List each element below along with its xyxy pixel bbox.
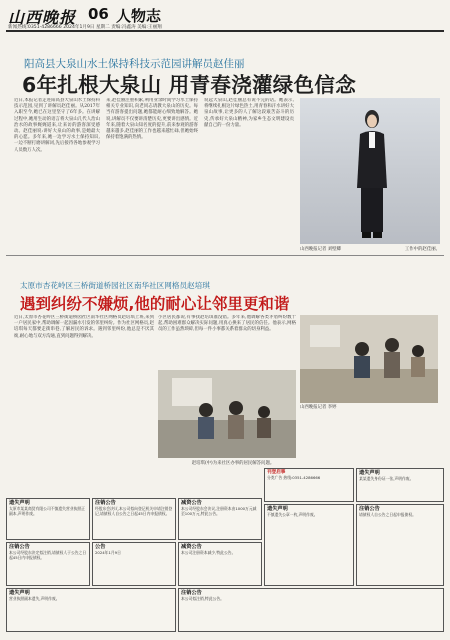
ad-block: 注销公告 请债权人自公告之日起申报债权。 — [356, 504, 444, 586]
story2-headline: 遇到纠纷不嫌烦,他的耐心让邻里更和谐 — [20, 295, 290, 313]
story1-kicker: 阳高县大泉山水土保持科技示范园讲解员赵佳丽 — [24, 58, 245, 70]
community-scene-icon — [158, 370, 296, 458]
office-scene-icon — [300, 315, 438, 403]
masthead-info: 新闻热线:0351-4286666 2024年1月9日 星期二 责编:冯鑫涛 美编:王丽翔 — [8, 25, 162, 30]
ad-block: 遗失声明 不慎遗失公章一枚,声明作废。 — [264, 504, 354, 586]
story1-column-1: 近日,本报记者走进阳高县大泉山水土保持科技示范园,见到了讲解员赵佳丽。从2017年入职至今,她已在这里坚守了6年多。在讲解过程中,她用生动的语言将大泉山几代人治山治水的故事娓娓道来,让来访的游客深受感动。赵佳丽说:讲好大泉山的故事,是她最大的心愿。多年来,她一边学习水土保持知识,一边不断打磨讲解词,先后接待各地参观学习人员数万人次。 — [14, 98, 100, 153]
ad-block: 遗失声明 营业执照副本遗失,声明作废。 — [6, 588, 176, 632]
story1-photo-caption — [300, 246, 440, 252]
story1-photo-credit: 山西晚报记者 刘壁卿 — [300, 247, 341, 252]
ad-block: 遗失声明 太原市某某商贸有限公司不慎遗失营业执照正副本,声明作废。 — [6, 498, 90, 540]
story2-kicker: 太原市杏花岭区三桥街道桥园社区南华社区网格员赵培琪 — [20, 281, 210, 290]
story2-photo-2 — [158, 370, 296, 458]
ad-block: 注销公告 本公司拟注销,特此公告。 — [178, 588, 444, 632]
story1-column-3: 说起大泉山,赵佳丽总有说不完的话。她表示,将继续扎根这片绿色热土,用青春和汗水讲好大泉山故事,让更多的人了解这段艰苦奋斗的历史,传承好大泉山精神,为家乡生态文明建设贡献自己的一份力量。 — [204, 98, 294, 128]
ad-block: 公告 2024年1月9日 — [92, 542, 176, 586]
section-title: 人物志 — [116, 7, 162, 25]
ad-block: 注销公告 经股东会决议,本公司拟向登记机关申请注销登记,请债权人自公告之日起45日内申报债权。 — [92, 498, 176, 540]
story2-column-2: 小区居民都说,有事找赵培琪准没错。多年来,他调解各类矛盾纠纷数十起,帮助困难群众解决实际问题,用真心换来了居民的信任。他表示,网格员的工作虽然琐碎,但每一件小事都关系着群众的切身利益。 — [158, 315, 296, 333]
story1-photo — [300, 98, 440, 244]
story2-photo-2-caption: 赵培琪(中)为来社区办事的居民解答问题。 — [191, 461, 275, 466]
ad-block: 减资公告 本公司经股东会决议,注册资本由1000万元减至100万元,特此公告。 — [178, 498, 262, 540]
ad-block: 注销公告 本公司经股东决定拟注销,请债权人于公告之日起45日内申报债权。 — [6, 542, 90, 586]
story2-photo-1 — [300, 315, 438, 403]
newspaper-logo: 山西晚报 — [8, 8, 77, 27]
page-number: 06 — [88, 5, 109, 23]
person-figure-icon — [354, 108, 390, 240]
ad-block: 减资公告 本公司注册资本减少,特此公告。 — [178, 542, 262, 586]
masthead — [6, 4, 444, 32]
story2-column-1: 近日,太原市杏花岭区三桥街道桥园社区南华社区网格员赵培琪上班,来到一户居民家中,帮助调解一起因漏水引发的邻里纠纷。作为社区网格员,赵培琪每天都要走街串巷,了解居民的诉求。遇到邻里纠纷,他总是不厌其烦,耐心地与双方沟通,直到问题得到解决。 — [14, 315, 154, 339]
ad-block: 遗失声明 某某遗失身份证一张,声明作废。 — [356, 468, 444, 502]
ad-block: 刊登启事 分类广告 热线:0351-4286666 — [264, 468, 354, 502]
story2-photo-credit: 山西晚报记者 李婷 — [300, 405, 337, 410]
classified-ads-section — [6, 468, 444, 634]
story1-column-2: 来,赵佳丽注重积累,利用业余时间学习水土保持相关专业知识,向老同志请教大泉山的历史。每当有游客提出问题,她都能耐心细致地解答。她说,讲解员不仅要讲清楚历史,更要讲出感情。近年来,随着大泉山知名度的提升,前来参观的游客越来越多,赵佳丽的工作也越来越忙碌,但她始终保持着饱满的热情。 — [106, 98, 198, 141]
story2-photo-1-caption — [300, 404, 440, 410]
story1-headline: 6年扎根大泉山 用青春浇灌绿色信念 — [22, 73, 356, 97]
story1-photo-desc: 工作中的赵佳丽。 — [404, 247, 440, 252]
section-divider — [6, 255, 444, 256]
